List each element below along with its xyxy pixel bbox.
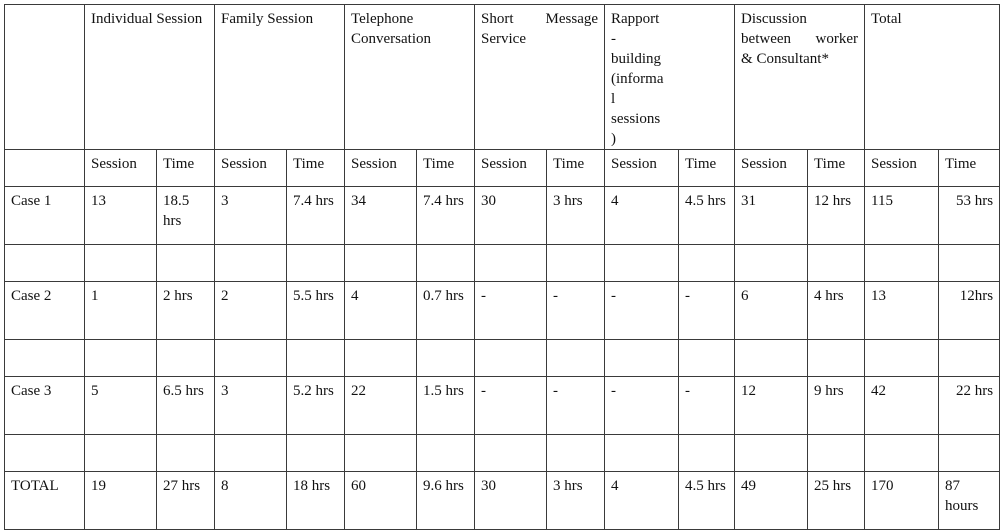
group-header-sms-line2: Service [481,31,526,47]
sub-header-session: Session [475,150,547,187]
cell-individual-time: 2 hrs [157,282,215,340]
group-header-family: Family Session [215,5,345,150]
cell-family-session: 8 [215,472,287,530]
spacer-row [5,435,1000,472]
spacer-row [5,245,1000,282]
cell-discussion-session: 49 [735,472,808,530]
row-label: Case 2 [5,282,85,340]
group-header-rapport: Rapport-building (informal sessions) [605,5,735,150]
sub-header-row-label [5,150,85,187]
cell-rapport-time: 4.5 hrs [679,472,735,530]
cell-rapport-session: 4 [605,187,679,245]
cell-discussion-time: 9 hrs [808,377,865,435]
cell-total-session: 42 [865,377,939,435]
cell-telephone-time: 1.5 hrs [417,377,475,435]
cell-individual-time: 27 hrs [157,472,215,530]
group-header-individual: Individual Session [85,5,215,150]
sub-header-session: Session [345,150,417,187]
group-header-discussion-line2: & Consultant* [741,51,829,67]
cell-sms-session: 30 [475,187,547,245]
cell-sms-time: 3 hrs [547,472,605,530]
cell-family-time: 5.2 hrs [287,377,345,435]
cell-individual-session: 13 [85,187,157,245]
row-label: TOTAL [5,472,85,530]
spacer-row [5,340,1000,377]
cell-total-time: 53 hrs [939,187,1000,245]
cell-telephone-session: 34 [345,187,417,245]
cell-total-session: 170 [865,472,939,530]
sub-header-session: Session [735,150,808,187]
cell-sms-session: 30 [475,472,547,530]
sub-header-time: Time [157,150,215,187]
sub-header-session: Session [215,150,287,187]
group-header-discussion-line1: Discussion between worker [741,11,859,47]
cell-discussion-session: 12 [735,377,808,435]
group-header-row [5,5,1000,150]
cell-family-session: 3 [215,187,287,245]
table-row-case-2 [5,282,1000,340]
cell-discussion-session: 6 [735,282,808,340]
group-header-telephone: Telephone Conversation [345,5,475,150]
cell-individual-time: 18.5 hrs [157,187,215,245]
cell-sms-time: - [547,282,605,340]
sub-header-time: Time [679,150,735,187]
cell-telephone-session: 4 [345,282,417,340]
sub-header-session: Session [85,150,157,187]
cell-family-time: 5.5 hrs [287,282,345,340]
cell-total-time: 22 hrs [939,377,1000,435]
cell-rapport-time: - [679,377,735,435]
cell-rapport-time: - [679,282,735,340]
row-label: Case 3 [5,377,85,435]
cell-family-session: 3 [215,377,287,435]
sub-header-time: Time [547,150,605,187]
group-header-sms-line1: Short Message [481,11,599,27]
cell-individual-session: 5 [85,377,157,435]
group-header-total: Total [865,5,1000,150]
cell-sms-session: - [475,282,547,340]
cell-telephone-time: 0.7 hrs [417,282,475,340]
cell-telephone-time: 9.6 hrs [417,472,475,530]
session-summary-table [4,4,1000,530]
cell-discussion-time: 25 hrs [808,472,865,530]
cell-rapport-session: - [605,282,679,340]
cell-total-session: 115 [865,187,939,245]
cell-telephone-session: 22 [345,377,417,435]
cell-sms-time: - [547,377,605,435]
table-row-total [5,472,1000,530]
sub-header-time: Time [808,150,865,187]
cell-family-time: 18 hrs [287,472,345,530]
sub-header-time: Time [939,150,1000,187]
cell-individual-session: 1 [85,282,157,340]
corner-cell [5,5,85,150]
cell-discussion-session: 31 [735,187,808,245]
sub-header-session: Session [605,150,679,187]
group-header-discussion [735,5,865,150]
cell-total-time: 12hrs [939,282,1000,340]
cell-discussion-time: 12 hrs [808,187,865,245]
cell-sms-time: 3 hrs [547,187,605,245]
cell-individual-time: 6.5 hrs [157,377,215,435]
cell-family-time: 7.4 hrs [287,187,345,245]
cell-discussion-time: 4 hrs [808,282,865,340]
sub-header-row [5,150,1000,187]
cell-family-session: 2 [215,282,287,340]
cell-total-time: 87 hours [939,472,1000,530]
table-row-case-1 [5,187,1000,245]
cell-telephone-time: 7.4 hrs [417,187,475,245]
row-label: Case 1 [5,187,85,245]
cell-telephone-session: 60 [345,472,417,530]
cell-rapport-time: 4.5 hrs [679,187,735,245]
table-row-case-3 [5,377,1000,435]
cell-rapport-session: - [605,377,679,435]
sub-header-session: Session [865,150,939,187]
cell-total-session: 13 [865,282,939,340]
group-header-sms [475,5,605,150]
cell-individual-session: 19 [85,472,157,530]
cell-rapport-session: 4 [605,472,679,530]
cell-sms-session: - [475,377,547,435]
sub-header-time: Time [287,150,345,187]
sub-header-time: Time [417,150,475,187]
